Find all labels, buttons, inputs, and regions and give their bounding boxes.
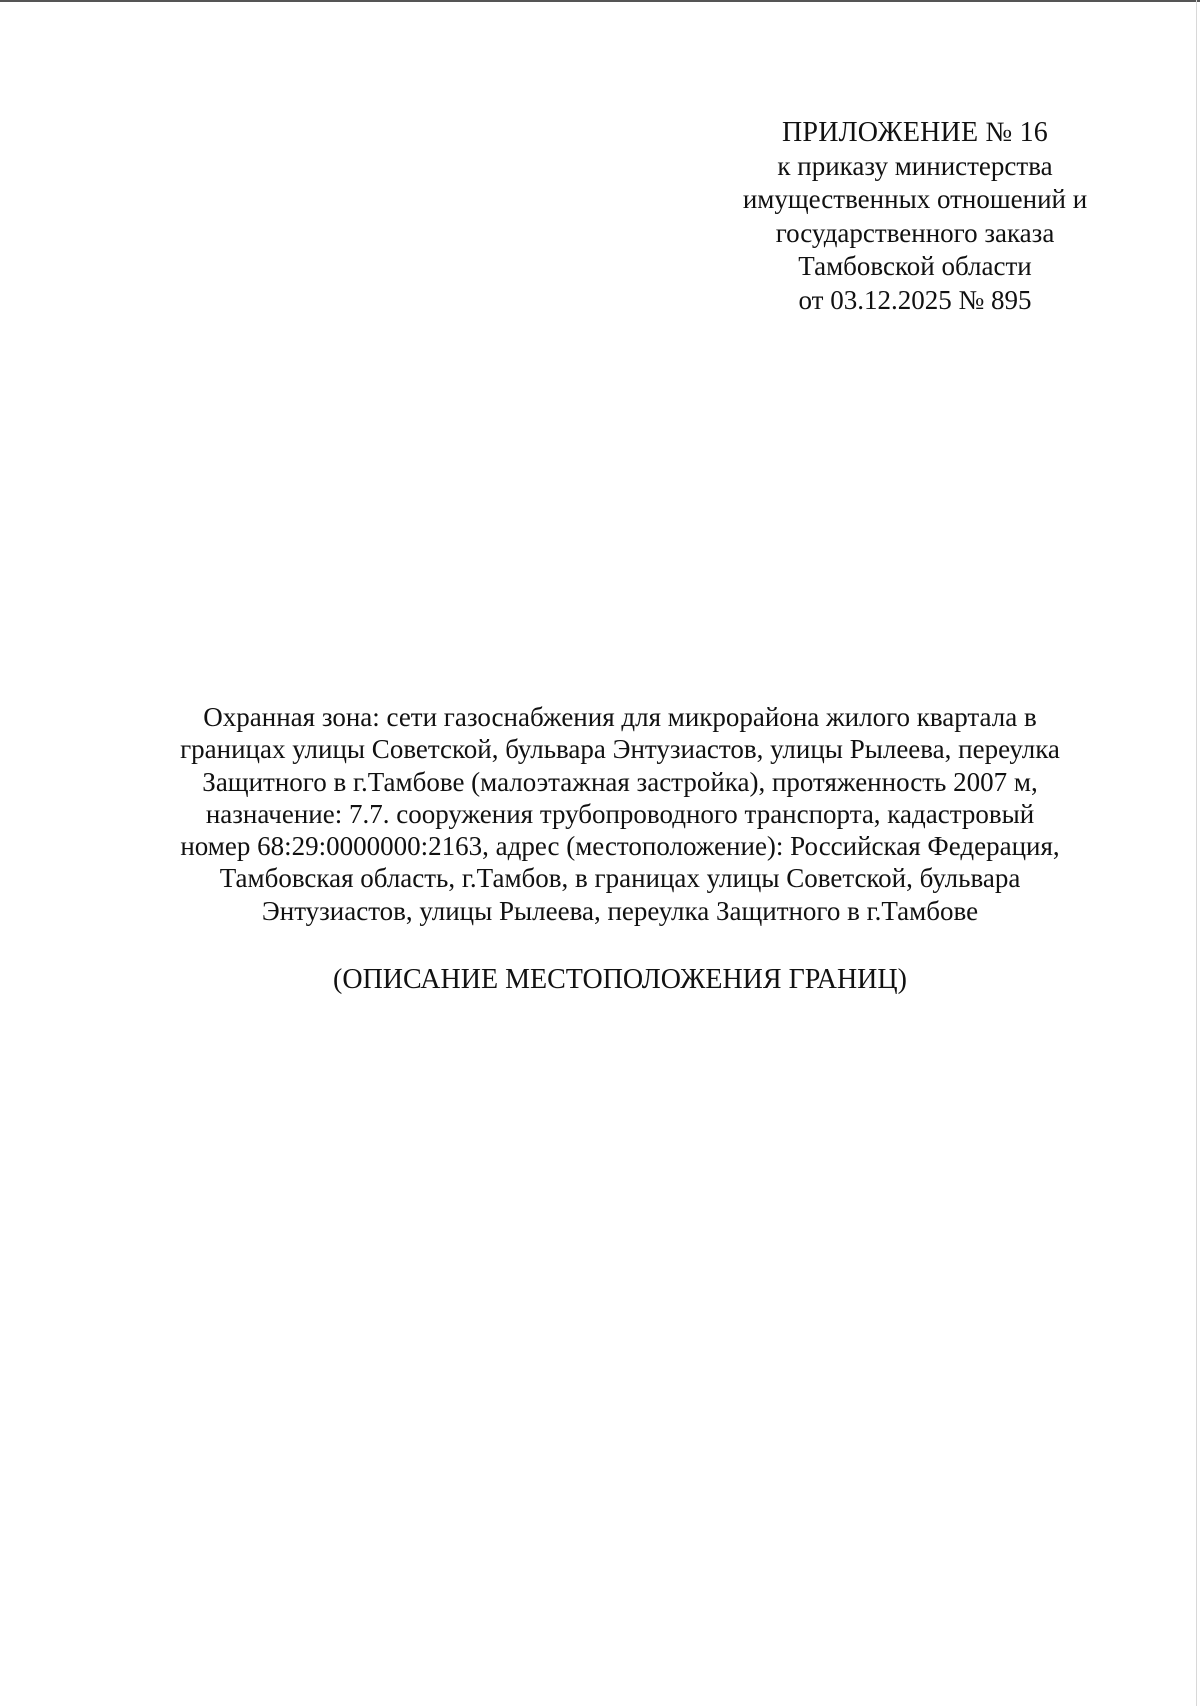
zone-description-line: Охранная зона: сети газоснабжения для микрорайона жилого квартала в	[203, 702, 1037, 732]
zone-description-line: Энтузиастов, улицы Рылеева, переулка Защитного в г.Тамбове	[261, 895, 979, 926]
appendix-line: Тамбовской области	[798, 251, 1032, 281]
zone-description	[120, 701, 1120, 927]
scan-edge-right	[1196, 0, 1197, 1706]
zone-description-line: номер 68:29:0000000:2163, адрес (местоположение): Российская Федерация,	[180, 831, 1060, 862]
appendix-title: ПРИЛОЖЕНИЕ № 16	[782, 117, 1048, 148]
zone-description-line: границах улицы Советской, бульвара Энтузиастов, улицы Рылеева, переулка	[180, 734, 1060, 765]
appendix-line: к приказу министерства	[777, 150, 1053, 181]
scan-edge-top	[0, 0, 1200, 2]
appendix-line: государственного заказа	[775, 217, 1055, 248]
appendix-line: имущественных отношений и	[742, 184, 1088, 214]
section-heading: (ОПИСАНИЕ МЕСТОПОЛОЖЕНИЯ ГРАНИЦ)	[333, 964, 907, 995]
zone-description-line: Тамбовская область, г.Тамбов, в границах улицы Советской, бульвара	[219, 863, 1021, 894]
appendix-header	[700, 116, 1130, 317]
appendix-order-date: от 03.12.2025 № 895	[798, 284, 1032, 315]
zone-description-line: назначение: 7.7. сооружения трубопроводного транспорта, кадастровый	[205, 798, 1035, 829]
zone-description-line: Защитного в г.Тамбове (малоэтажная застройка), протяженность 2007 м,	[202, 766, 1038, 797]
